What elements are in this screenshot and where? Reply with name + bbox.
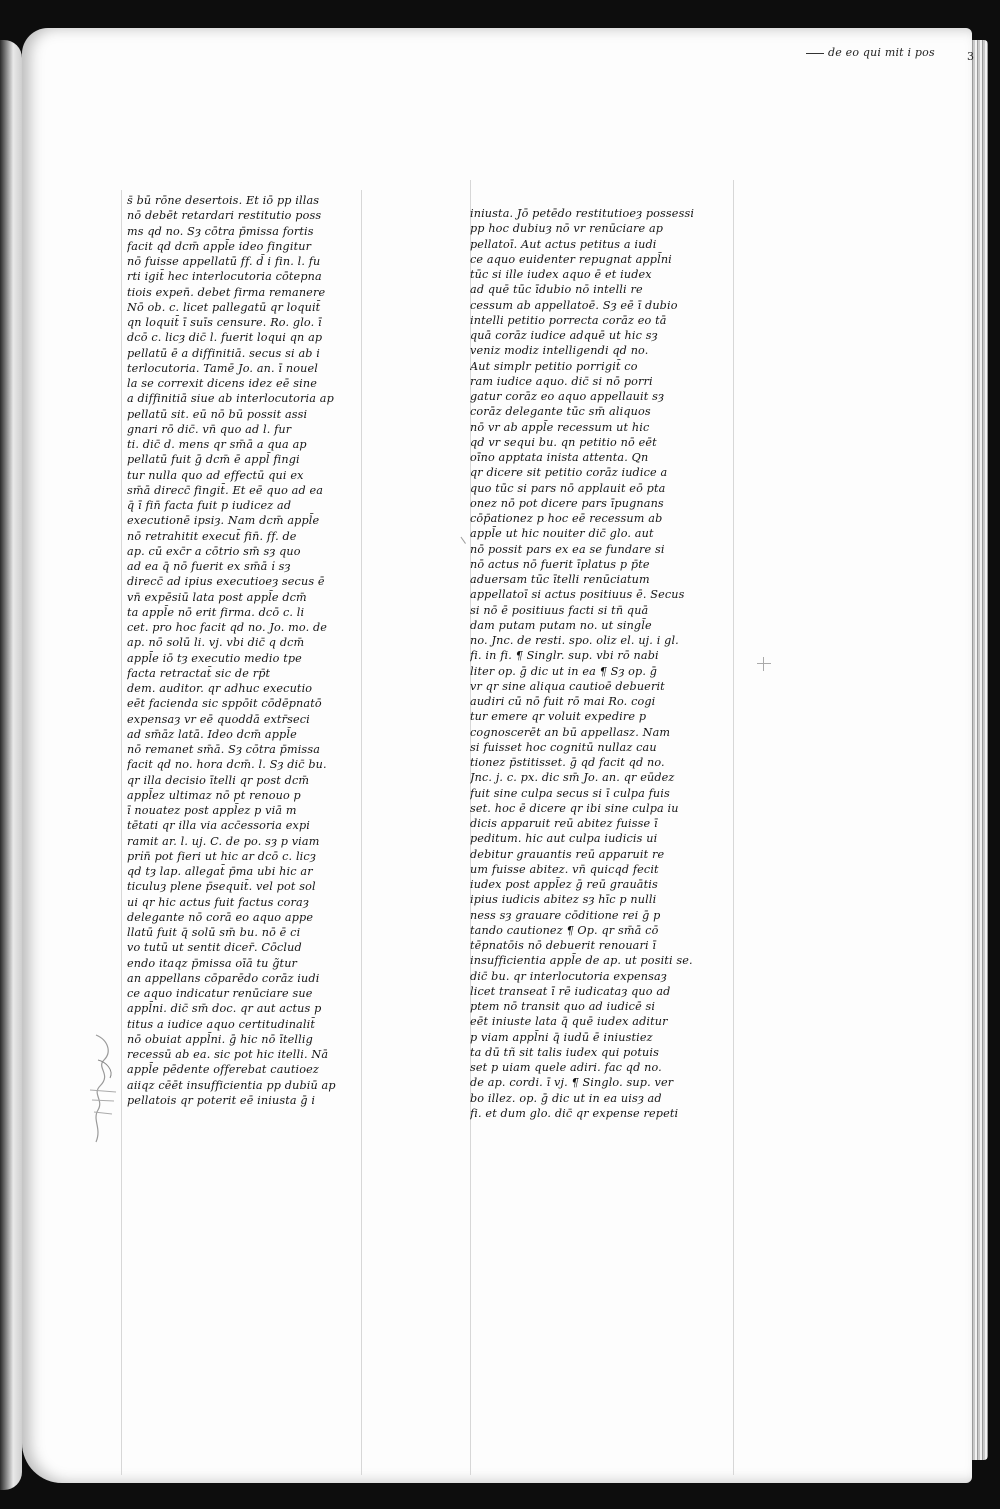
text-line: tur nulla quo ad effectū qui ex xyxy=(127,468,304,482)
text-line: licet transeat ī rē iudicataȝ quo ad xyxy=(470,984,671,998)
column-rule-left-outer xyxy=(121,190,122,1475)
text-line: executionē ipsiȝ. Nam dcm̄ appl̄e xyxy=(127,514,320,528)
text-line: an appellans cōparēdo corāz iudi xyxy=(127,971,320,985)
text-line: a diffinitiā siue ab interlocutoria ap xyxy=(127,392,334,406)
text-line: si fuisset hoc cognitū nullaz cau xyxy=(470,740,657,754)
text-line: pp hoc dubiuȝ nō vr renūciare ap xyxy=(470,222,664,236)
text-line: aduersam tūc ītelli renūciatum xyxy=(470,573,650,586)
text-line: liter op. ḡ dic ut in ea ¶ Sȝ op. ḡ xyxy=(470,664,658,678)
text-line: sm̄ā direcc̄ fingit̄. Et eē quo ad ea xyxy=(127,483,324,497)
text-line: pellatū fuit ḡ dcm̄ ē appl̄ fingi xyxy=(127,453,300,467)
text-line: set p uiam quele adiri. fac qd no. xyxy=(470,1061,662,1074)
text-line: appl̄e iō tȝ executio medio tpe xyxy=(127,651,302,665)
text-line: audiri cū nō fuit rō mai Ro. cogi xyxy=(470,695,656,708)
text-line: appl̄e ut hic nouiter dic̄ glo. aut xyxy=(470,527,654,541)
text-line: gatur corāz eo aquo appellauit sȝ xyxy=(470,390,664,403)
text-line: ad sm̄āz latā. Ideo dcm̄ appl̄e xyxy=(127,727,297,741)
text-line: titus a iudice aquo certitudinalit̄ xyxy=(127,1017,315,1031)
text-line: p viam appl̄ni q̄ iudū ē iniustiez xyxy=(470,1030,653,1044)
text-line: tiois expen̄. debet firma remanere xyxy=(127,285,326,299)
text-line: facta retractat̄ sic de rp̄t xyxy=(127,666,271,680)
text-line: qr illa decisio ītelli qr post dcm̄ xyxy=(127,773,310,787)
text-line: pellatū ē a diffinitiā. secus si ab i xyxy=(127,346,321,360)
text-line: ms qd no. Sȝ cōtra p̄missa fortis xyxy=(127,224,314,238)
text-line: ness sȝ grauare cōditione rei ḡ p xyxy=(470,908,661,922)
text-line: dic̄ bu. qr interlocutoria expensaȝ xyxy=(470,969,667,983)
text-line: cet. pro hoc facit qd no. Jo. mo. de xyxy=(127,621,328,634)
text-line: nō retrahitit execut̄ fin̄. ff. de xyxy=(127,529,297,543)
text-line: de ap. cordi. ī vj. ¶ Singlo. sup. ver xyxy=(470,1076,674,1090)
text-line: ī nouatez post appl̄ez p viā m xyxy=(127,804,297,817)
text-line: eēt facienda sic sppōit cōdēpnatō xyxy=(127,697,322,711)
text-line: Aut simplr petitio porrigit̄ co xyxy=(470,359,638,373)
text-line: ptem nō transit quo ad iudicē si xyxy=(470,1000,656,1013)
text-line: la se correxit dicens idez eē sine xyxy=(127,377,317,390)
text-line: recessū ab ea. sic pot hic itelli. Nā xyxy=(127,1048,329,1061)
text-line: tūc si ille iudex aquo ē et iudex xyxy=(470,268,652,281)
text-line: llatū fuit q̄ solū sm̄ bu. nō ē ci xyxy=(127,926,301,939)
text-line: dam putam putam no. ut singl̄e xyxy=(470,618,652,632)
text-line: ad ea q̄ nō fuerit ex sm̄ā i̇ sȝ xyxy=(127,560,291,573)
text-line: Nō ob. c. licet pallegatū qr loquit̄ xyxy=(127,300,321,314)
text-line: nō fuisse appellatū ff. d̄ i fin. l. fu xyxy=(127,255,321,268)
text-line: pri̇n̄ pot fieri ut hic ar dcō c. licȝ xyxy=(127,849,316,863)
text-line: facit qd dcm̄ appl̄e ideo fingitur xyxy=(127,239,312,253)
text-line: fi. et dum glo. dic̄ qr expense repeti xyxy=(470,1106,679,1120)
text-line: cōp̄ationez p hoc eē recessum ab xyxy=(470,512,663,525)
text-line: tando cautionez ¶ Op. qr sm̄ā cō xyxy=(470,923,659,937)
text-line: ta dū tñ sit talis iudex qui potuis xyxy=(470,1045,659,1059)
text-line: pellatū sit. eū nō bū possit assi xyxy=(127,407,308,421)
text-line: terlocutoria. Tamē Jo. an. ī nouel xyxy=(127,361,318,375)
text-line: nō vr ab appl̄e recessum ut hic xyxy=(470,420,650,434)
text-line: ramit ar. l. uj. C. de po. sȝ p viam xyxy=(127,834,320,848)
text-line: tur emere qr voluit expedire p xyxy=(470,710,647,724)
column-rule-right-inner xyxy=(733,180,734,1475)
text-line: appl̄ez ultimaz nō pt renouo p xyxy=(127,788,301,802)
text-line: quā corāz iudice adquē ut hic sȝ xyxy=(470,329,658,342)
text-line: appellatoī si actus positiuus ē. Secus xyxy=(470,588,685,602)
text-line: eēt iniuste lata q̄ quē iudex aditur xyxy=(470,1015,668,1029)
text-line: ap. nō solū li. vj. vbi dic̄ q dcm̄ xyxy=(127,636,305,650)
text-line: dicis apparuit reū abitez fuisse ī xyxy=(470,817,658,830)
text-line: bo illez. op. ḡ dic ut in ea uisȝ ad xyxy=(470,1091,662,1105)
text-line: nō actus nō fuerit īplatus p p̄te xyxy=(470,557,650,571)
text-line: quo tūc si pars nō applauit eō pta xyxy=(470,481,666,495)
text-line: vo tutū ut sentit dicer̄. Cōclud xyxy=(127,941,302,955)
facing-page-edge xyxy=(0,40,22,1490)
text-line: ipius iudicis abitez sȝ hīc p nulli xyxy=(470,893,657,907)
text-line: qr dicere sit petitio corāz iudice a xyxy=(470,466,668,480)
text-line: qd tȝ lap. allegat̄ p̄ma ubi hic ar xyxy=(127,865,313,878)
text-line: qd vr sequi bu. qn petitio nō eēt xyxy=(470,435,657,449)
text-line: facit qd no. hora dcm̄. l. Sȝ dic̄ bu. xyxy=(127,758,327,772)
text-line: appl̄ni. dic̄ sm̄ doc. qr aut actus p xyxy=(127,1002,322,1016)
text-line: qn loquit̄ ī suīs censure. Ro. glo. ī xyxy=(127,316,322,329)
text-line: fuit sine culpa secus si ī culpa fuis xyxy=(470,786,670,800)
text-line: iudex post appl̄ez ḡ reū grauātis xyxy=(470,878,658,891)
text-line: pellatoī. Aut actus petitus a iudi xyxy=(470,237,657,251)
text-line: ap. cū exc̄r a cōtrio sm̄ sȝ quo xyxy=(127,544,301,558)
text-line: oīno apptata inista attenta. Qn xyxy=(470,451,649,464)
text-line: peditum. hic aut culpa iudicis ui xyxy=(470,832,658,846)
text-line: ui qr hic actus fuit factus coraȝ xyxy=(127,895,309,909)
text-line: expensaȝ vr eē quoddā extr̄seci xyxy=(127,712,310,726)
text-line: iniusta. Jō petēdo restitutioeȝ possessi xyxy=(470,207,695,220)
text-line: corāz delegante tūc sm̄ aliquos xyxy=(470,405,651,419)
text-line: ta appl̄e nō erit firma. dcō c. li xyxy=(127,605,305,619)
text-line: Jnc. j. c. px. dic sm̄ Jo. an. qr eūdez xyxy=(470,771,675,785)
text-line: ce aquo euidenter repugnat appl̄ni xyxy=(470,252,672,266)
text-line: vn̄ expēsiū lata post appl̄e dcm̄ xyxy=(127,590,307,604)
text-line: intelli petitio porrecta corāz eo tā xyxy=(470,313,667,327)
text-line: tētati qr illa via acc̄essoria expi xyxy=(127,819,311,833)
text-line: direcc̄ ad ipius executioeȝ secus ē xyxy=(127,575,325,589)
text-line: appl̄e pēdente offerebat cautioez xyxy=(127,1063,319,1077)
text-line: um fuisse abitez. vn̄ quicqd fecit xyxy=(470,862,659,876)
text-line: veniz modiz intelligendi qd no. xyxy=(470,344,649,358)
text-line: ram iudice aquo. dic̄ si nō porri xyxy=(470,374,653,388)
text-line: no. Jnc. de resti. spo. oliz el. uj. i gl. xyxy=(470,634,679,647)
text-line: si nō ē positiuus facti si tn̄ quā xyxy=(470,603,649,617)
text-line: debitur grauantis reū apparuit re xyxy=(470,847,665,861)
text-line: endo itaqz p̄missa oīā tu g̃tur xyxy=(127,956,298,970)
text-line: insufficientia appl̄e de ap. ut positi se. xyxy=(470,954,693,968)
text-line: ticuluȝ plene p̄sequit̄. vel pot sol xyxy=(127,880,316,894)
text-line: nō debēt retardari restitutio poss xyxy=(127,209,322,223)
text-line: ti. dic̄ d. mens qr sm̄ā a qua ap xyxy=(127,438,307,451)
text-line: gnari rō dic̄. vn̄ quo ad l. fur xyxy=(127,422,292,436)
text-line: q̄ ī fin̄ facta fuit p iudicez ad xyxy=(127,499,292,512)
text-line: set. hoc ē dicere qr ibi sine culpa iu xyxy=(470,801,679,815)
text-column-right xyxy=(470,206,720,1121)
text-line: dem. auditor. qr adhuc executio xyxy=(127,682,313,695)
text-line: nō remanet sm̄ā. Sȝ cōtra p̄missa xyxy=(127,743,321,756)
running-head: de eo qui mit i pos xyxy=(806,46,935,59)
text-line: vr qr sine aliqua cautioē debuerit xyxy=(470,679,665,693)
text-line: nō possit pars ex ea se fundare si xyxy=(470,542,665,556)
text-line: aiiqz cēēt insufficientia pp dubiū ap xyxy=(127,1078,336,1092)
text-line: tionez p̄stitisset. ḡ qd facit qd no. xyxy=(470,756,665,769)
text-line: ce aquo indicatur renūciare sue xyxy=(127,987,313,1000)
text-line: pellatois qr poterit eē iniusta ḡ i xyxy=(127,1093,316,1107)
text-line: tēpnatōis nō debuerit renouari ī xyxy=(470,939,657,952)
text-line: dcō c. licȝ dic̄ l. fuerit loqui qn ap xyxy=(127,331,323,345)
manicule-icon xyxy=(86,1030,126,1150)
folio-number: 3 xyxy=(967,50,974,63)
text-line: cessum ab appellatoē. Sȝ eē ī dubio xyxy=(470,298,678,312)
text-column-left xyxy=(127,193,375,1108)
text-line: fi. in fi. ¶ Singlr. sup. vbi rō nabi xyxy=(470,649,659,663)
text-line: delegante nō corā eo aquo appe xyxy=(127,910,314,924)
text-line: s̄ bū rōne desertois. Et iō pp illas xyxy=(127,194,320,207)
margin-cross-icon xyxy=(757,657,771,671)
text-line: rti igit̄ hec interlocutoria cōtepna xyxy=(127,270,322,284)
text-line: onez nō pot dicere pars īpugnans xyxy=(470,496,664,510)
text-line: nō obuiat appl̄ni. ḡ hic nō ītellig xyxy=(127,1032,313,1046)
text-line: cognoscerēt an bū appellasz. Nam xyxy=(470,725,671,739)
text-line: ad quē tūc īdubio nō intelli re xyxy=(470,283,643,297)
